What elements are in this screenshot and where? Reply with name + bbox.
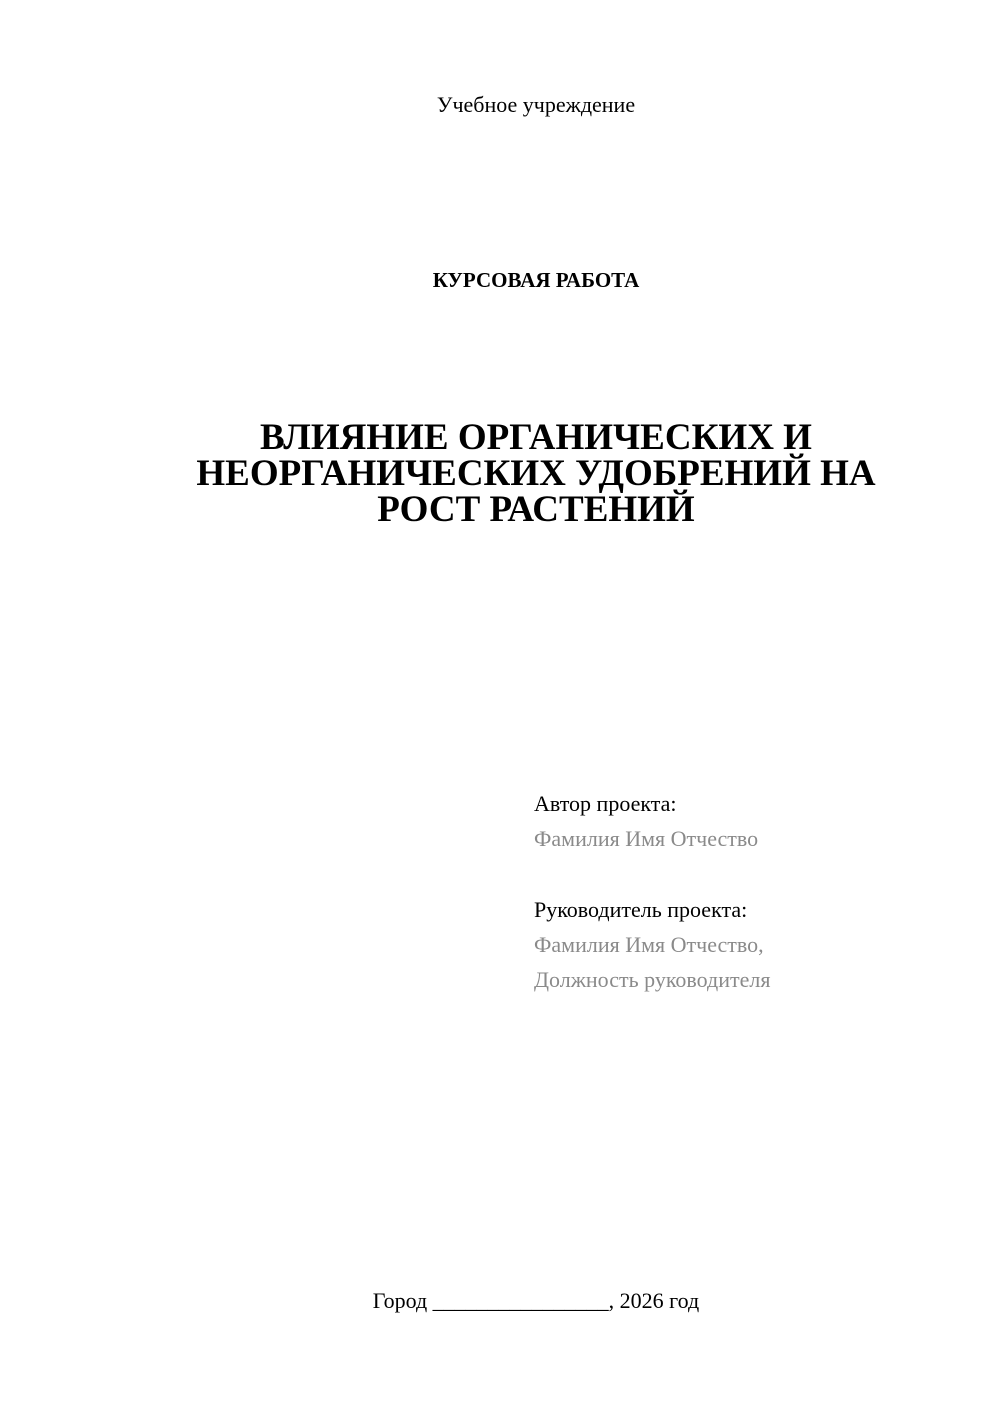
supervisor-label: Руководитель проекта: — [534, 897, 748, 922]
title-line-3: РОСТ РАСТЕНИЙ — [377, 489, 695, 530]
title-line-2: НЕОРГАНИЧЕСКИХ УДОБРЕНИЙ НА — [196, 453, 876, 494]
institution-name: Учебное учреждение — [436, 92, 636, 117]
author-name-placeholder: Фамилия Имя Отчество — [534, 826, 759, 851]
city-year-line: Город ________________, 2026 год — [372, 1288, 700, 1313]
work-type-heading: КУРСОВАЯ РАБОТА — [432, 268, 640, 292]
supervisor-name-placeholder: Фамилия Имя Отчество, — [534, 932, 764, 957]
author-block — [534, 786, 964, 856]
supervisor-position-placeholder: Должность руководителя — [534, 967, 771, 992]
title-line-1: ВЛИЯНИЕ ОРГАНИЧЕСКИХ И — [260, 417, 812, 458]
document-title — [120, 417, 952, 530]
author-label: Автор проекта: — [534, 791, 677, 816]
supervisor-block — [534, 892, 964, 997]
